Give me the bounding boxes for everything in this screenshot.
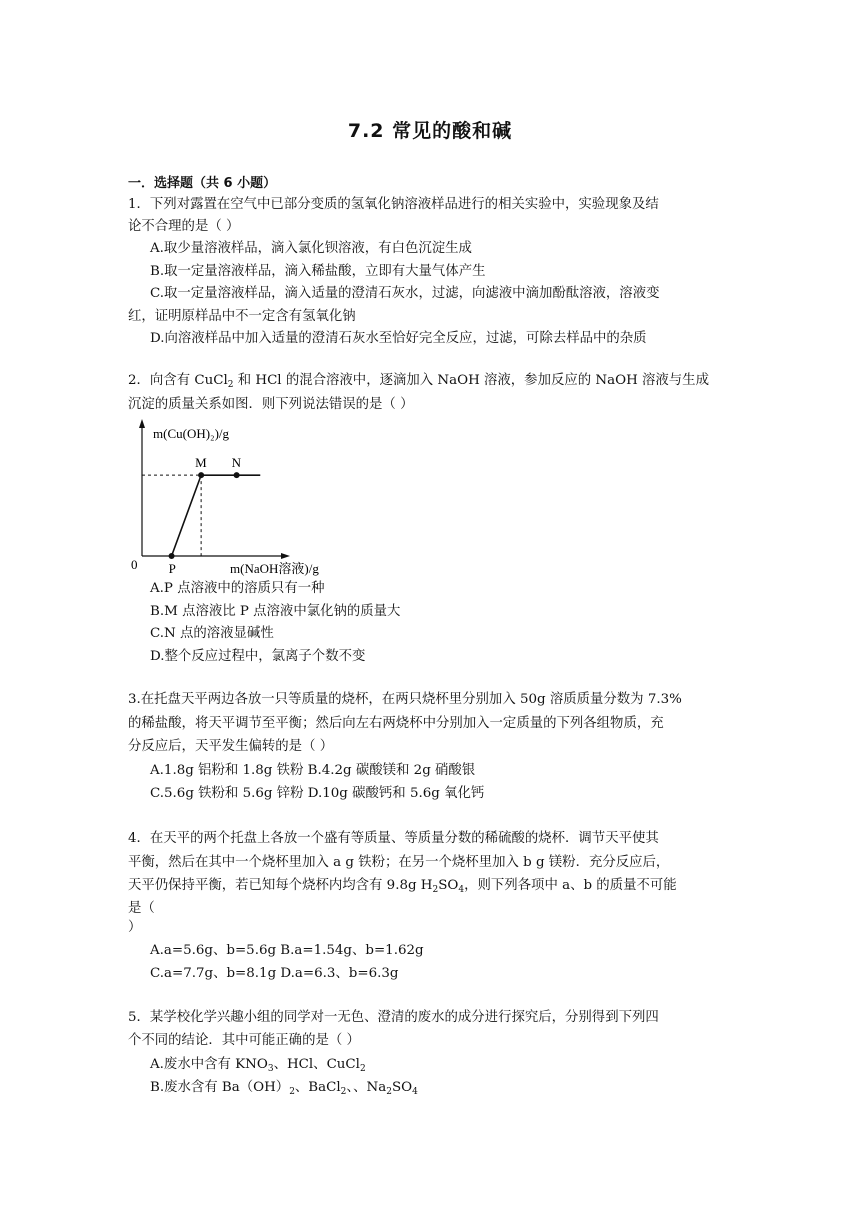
origin-label: 0: [131, 557, 138, 572]
q4-stem-line1: 4．在天平的两个托盘上各放一个盛有等质量、等质量分数的稀硫酸的烧杯．调节天平使其: [128, 831, 659, 846]
q4-stem-line4: 是（: [128, 901, 155, 916]
q1-stem-line1: 1．下列对露置在空气中已部分变质的氢氧化钠溶液样品进行的相关实验中，实验现象及结: [128, 197, 659, 212]
q3-stem-line3: 分反应后，天平发生偏转的是（ ）: [128, 739, 334, 754]
q2-stem-line2: 沉淀的质量关系如图．则下列说法错误的是（ ）: [128, 397, 414, 412]
q5-option-a: A.废水中含有 $KNO_3$、HCl、CuCl$_2$: [150, 1057, 366, 1074]
q1-option-d: D.向溶液样品中加入适量的澄清石灰水至恰好完全反应，过滤，可除去样品中的杂质: [150, 331, 647, 346]
q2-option-b: B.M 点溶液比 P 点溶液中氯化钠的质量大: [150, 604, 401, 619]
precipitate-chart: [128, 418, 319, 576]
q4-options-ab: A.a=5.6g、b=5.6g B.a=1.54g、b=1.62g: [150, 943, 424, 958]
q3-options-cd: C.5.6g 铁粉和 5.6g 锌粉 D.10g 碳酸钙和 5.6g 氧化钙: [150, 786, 485, 801]
q4-stem-line5: ）: [128, 920, 142, 935]
point-p-label: P: [168, 561, 176, 576]
q2-option-c: C.N 点的溶液显碱性: [150, 626, 274, 641]
section-heading: 一．选择题（共 6 小题）: [128, 176, 277, 191]
point-p: [169, 553, 175, 559]
point-m-label: M: [195, 455, 207, 471]
point-n: [234, 472, 240, 478]
q1-option-a: A.取少量溶液样品，滴入氯化钡溶液，有白色沉淀生成: [150, 241, 472, 256]
q1-option-c-line1: C.取一定量溶液样品，滴入适量的澄清石灰水，过滤，向滤液中滴加酚酞溶液，溶液变: [150, 286, 660, 301]
q4-stem-line2: 平衡，然后在其中一个烧杯里加入 a g 铁粉；在另一个烧杯里加入 b g 镁粉．充分反应后，: [128, 855, 670, 870]
q2-stem-line1: 2．向含有 CuCl$_2$ 和 HCl 的混合溶液中，逐滴加入 NaOH 溶液，参加反应的 NaOH 溶液与生成: [128, 373, 709, 390]
series-line: [172, 475, 261, 556]
q5-stem-line2: 个不同的结论．其中可能正确的是（ ）: [128, 1033, 360, 1048]
point-m: [198, 472, 204, 478]
q2-option-a: A.P 点溶液中的溶质只有一种: [150, 581, 325, 596]
x-axis-label: m(NaOH溶液)/g: [230, 561, 319, 576]
q2-option-d: D.整个反应过程中，氯离子个数不变: [150, 649, 366, 664]
y-axis-label: m(Cu(OH)₂)/g: [153, 426, 230, 441]
q4-stem-line3: 天平仍保持平衡，若已知每个烧杯内均含有 9.8g $H_2SO_4$，则下列各项中 a、b 的质量不可能: [128, 878, 677, 895]
q1-option-c-line2: 红，证明原样品中不一定含有氢氧化钠: [128, 309, 356, 324]
point-n-label: N: [231, 455, 241, 471]
q1-option-b: B.取一定量溶液样品，滴入稀盐酸，立即有大量气体产生: [150, 264, 486, 279]
y-axis-arrow: [139, 419, 145, 428]
q1-stem-line2: 论不合理的是（ ）: [128, 219, 240, 234]
q5-option-b: B.废水含有 $Ba(OH)_2$、BaCl$_2$、、$Na_2SO_4$: [150, 1080, 418, 1097]
q3-options-ab: A.1.8g 铝粉和 1.8g 铁粉 B.4.2g 碳酸镁和 2g 硝酸银: [150, 763, 476, 778]
x-axis-arrow: [281, 553, 290, 559]
q4-options-cd: C.a=7.7g、b=8.1g D.a=6.3、b=6.3g: [150, 966, 399, 981]
q5-stem-line1: 5．某学校化学兴趣小组的同学对一无色、澄清的废水的成分进行探究后，分别得到下列四: [128, 1010, 659, 1025]
page-title: 7.2 常见的酸和碱: [347, 120, 513, 142]
q3-stem-line1: 3.在托盘天平两边各放一只等质量的烧杯，在两只烧杯里分别加入 50g 溶质质量分数为 7.3%: [128, 692, 682, 707]
q3-stem-line2: 的稀盐酸，将天平调节至平衡；然后向左右两烧杯中分别加入一定质量的下列各组物质，充: [128, 716, 664, 731]
